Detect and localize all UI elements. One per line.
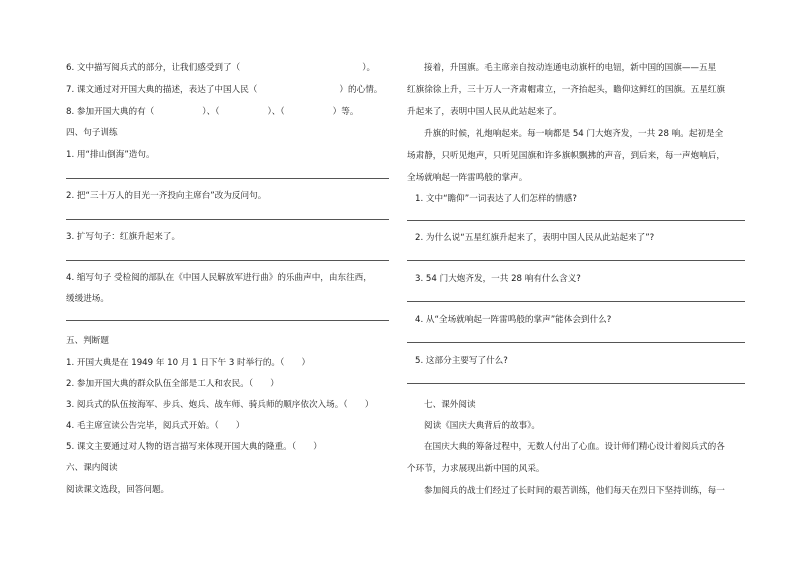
judge-item-5: 5. 课文主要通过对人物的语言描写来体现开国大典的隆重。（ ）: [66, 442, 322, 452]
answer-line: [407, 220, 745, 221]
sentence-task-1: 1. 用“排山倒海”造句。: [66, 150, 155, 160]
reading-instruction: 阅读课文选段，回答问题。: [66, 485, 170, 495]
judge-item-3: 3. 阅兵式的队伍按海军、步兵、炮兵、战车师、骑兵师的顺序依次入场。（ ）: [66, 400, 374, 410]
extra-para-2-line1: 参加阅兵的战士们经过了长时间的艰苦训练，他们每天在烈日下坚持训练，每一: [424, 486, 725, 496]
passage-para-2-line3: 全场就响起一阵雷鸣般的掌声。: [407, 173, 528, 183]
section-in-class-reading: 六、课内阅读: [66, 463, 118, 473]
reading-question-1: 1. 文中“瞻仰”一词表达了人们怎样的情感?: [415, 194, 577, 204]
answer-line: [407, 301, 745, 302]
section-sentence-training: 四、句子训练: [66, 128, 118, 138]
reading-question-5: 5. 这部分主要写了什么?: [415, 356, 508, 366]
reading-question-2: 2. 为什么说“五星红旗升起来了，表明中国人民从此站起来了”?: [415, 233, 655, 243]
sentence-task-4-line2: 缓缓进场。: [66, 294, 109, 304]
reading-question-3: 3. 54 门大炮齐发，一共 28 响有什么含义?: [415, 274, 581, 284]
passage-para-1-line2: 红旗徐徐上升，三十万人一齐肃帽肃立，一齐抬起头，瞻仰这鲜红的国旗。五星红旗: [407, 85, 725, 95]
answer-line: [66, 219, 389, 220]
passage-para-2-line2: 场肃静，只听见炮声，只听见国旗和许多旗帜飘拂的声音，到后来，每一声炮响后，: [407, 151, 725, 161]
sentence-task-2: 2. 把“三十万人的目光一齐投向主席台”改为反问句。: [66, 191, 267, 201]
question-8: 8. 参加开国大典的有（ ）、（ ）、（ ）等。: [66, 107, 359, 117]
judge-item-4: 4. 毛主席宣读公告完毕，阅兵式开始。（ ）: [66, 421, 245, 431]
passage-para-2-line1: 升旗的时候，礼炮响起来。每一响都是 54 门大炮齐发，一共 28 响。起初是全: [424, 129, 724, 139]
answer-line: [407, 342, 745, 343]
reading-question-4: 4. 从“全场就响起一阵雷鸣般的掌声”能体会到什么?: [415, 315, 612, 325]
answer-line: [66, 260, 389, 261]
question-7: 7. 课文通过对开国大典的描述，表达了中国人民（ ）的心情。: [66, 85, 383, 95]
judge-item-1: 1. 开国大典是在 1949 年 10 月 1 日下午 3 时举行的。（ ）: [66, 358, 311, 368]
answer-line: [66, 320, 389, 321]
extra-para-1-line1: 在国庆大典的筹备过程中，无数人付出了心血。设计师们精心设计着阅兵式的各: [424, 442, 725, 452]
section-true-false: 五、判断题: [66, 336, 109, 346]
answer-line: [407, 260, 745, 261]
passage-para-1-line1: 接着，升国旗。毛主席亲自按动连通电动旗杆的电钮，新中国的国旗——五星: [424, 63, 717, 73]
answer-line: [407, 383, 745, 384]
passage-para-1-line3: 升起来了，表明中国人民从此站起来了。: [407, 107, 562, 117]
section-extra-reading: 七、课外阅读: [424, 400, 476, 410]
extra-reading-title: 阅读《国庆大典背后的故事》。: [424, 421, 541, 431]
sentence-task-3: 3. 扩写句子：红旗升起来了。: [66, 232, 181, 242]
sentence-task-4-line1: 4. 缩写句子 受检阅的部队在《中国人民解放军进行曲》的乐曲声中，由东往西，: [66, 273, 372, 283]
extra-para-1-line2: 个环节，力求展现出新中国的风采。: [407, 464, 545, 474]
answer-line: [66, 178, 389, 179]
judge-item-2: 2. 参加开国大典的群众队伍全部是工人和农民。（ ）: [66, 379, 279, 389]
question-6: 6. 文中描写阅兵式的部分，让我们感受到了（ ）。: [66, 63, 376, 73]
